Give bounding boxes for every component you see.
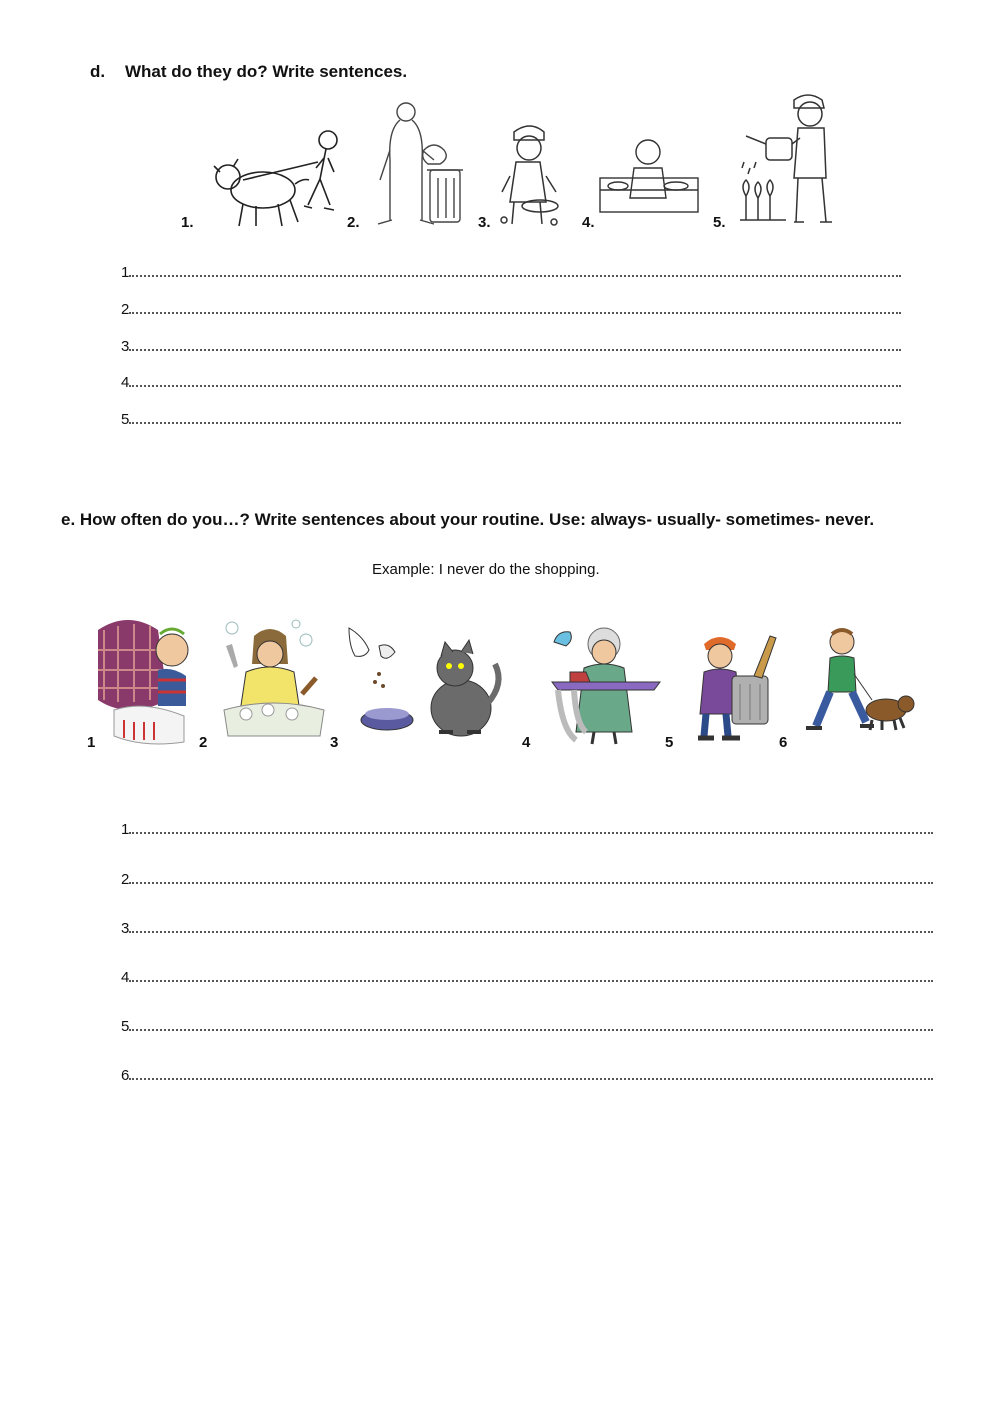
answer-number: 2 xyxy=(121,301,130,318)
dotted-line xyxy=(129,309,901,314)
answer-line-e-3[interactable] xyxy=(121,920,939,937)
answer-line-d-2[interactable] xyxy=(121,301,907,318)
feeding-cat-icon xyxy=(343,624,511,748)
cooking-boy-icon xyxy=(596,130,702,220)
answer-line-d-5[interactable] xyxy=(121,411,907,428)
section-d-letter: d. xyxy=(90,62,106,81)
answer-number: 3 xyxy=(121,920,130,937)
picture-number-e-1: 1 xyxy=(87,734,96,751)
picture-number-d-4: 4. xyxy=(582,214,595,231)
answer-number: 3 xyxy=(121,338,130,355)
answer-line-e-2[interactable] xyxy=(121,871,939,888)
answer-number: 1 xyxy=(121,821,130,838)
trash-man-icon xyxy=(696,630,780,748)
dog-walker-icon xyxy=(208,122,356,230)
trash-carrier-icon xyxy=(372,100,468,230)
answer-line-e-1[interactable] xyxy=(121,821,939,838)
answer-line-d-1[interactable] xyxy=(121,264,907,281)
answer-number: 6 xyxy=(121,1067,130,1084)
dotted-line xyxy=(129,879,933,884)
answer-line-d-4[interactable] xyxy=(121,374,907,391)
answer-number: 4 xyxy=(121,374,130,391)
picture-number-e-5: 5 xyxy=(665,734,674,751)
dog-walking-boy-icon xyxy=(802,628,916,740)
ironing-woman-icon xyxy=(546,612,660,748)
section-d-title: What do they do? Write sentences. xyxy=(125,62,408,81)
picture-number-e-6: 6 xyxy=(779,734,788,751)
watering-boy-icon xyxy=(736,88,846,230)
answer-number: 5 xyxy=(121,1018,130,1035)
answer-number: 5 xyxy=(121,411,130,428)
dotted-line xyxy=(129,829,933,834)
example-sentence: Example: I never do the shopping. xyxy=(372,561,600,578)
answer-line-e-4[interactable] xyxy=(121,969,939,986)
answer-number: 2 xyxy=(121,871,130,888)
answer-number: 1 xyxy=(121,264,130,281)
dotted-line xyxy=(129,346,901,351)
dishwasher-boy-icon xyxy=(492,122,568,230)
picture-number-d-1: 1. xyxy=(181,214,194,231)
washing-dishes-icon xyxy=(216,610,326,740)
dotted-line xyxy=(129,928,933,933)
picture-number-d-2: 2. xyxy=(347,214,360,231)
answer-number: 4 xyxy=(121,969,130,986)
picture-number-d-5: 5. xyxy=(713,214,726,231)
answer-line-e-6[interactable] xyxy=(121,1067,939,1084)
dotted-line xyxy=(129,419,901,424)
sick-man-icon xyxy=(94,610,200,748)
picture-number-e-3: 3 xyxy=(330,734,339,751)
dotted-line xyxy=(129,1075,933,1080)
picture-number-d-3: 3. xyxy=(478,214,491,231)
answer-line-d-3[interactable] xyxy=(121,338,907,355)
dotted-line xyxy=(129,382,901,387)
picture-number-e-2: 2 xyxy=(199,734,208,751)
picture-number-e-4: 4 xyxy=(522,734,531,751)
section-e-title: e. How often do you…? Write sentences about your routine. Use: always- usually- sometimes- never. xyxy=(61,510,875,529)
dotted-line xyxy=(129,1026,933,1031)
dotted-line xyxy=(129,272,901,277)
answer-line-e-5[interactable] xyxy=(121,1018,939,1035)
dotted-line xyxy=(129,977,933,982)
